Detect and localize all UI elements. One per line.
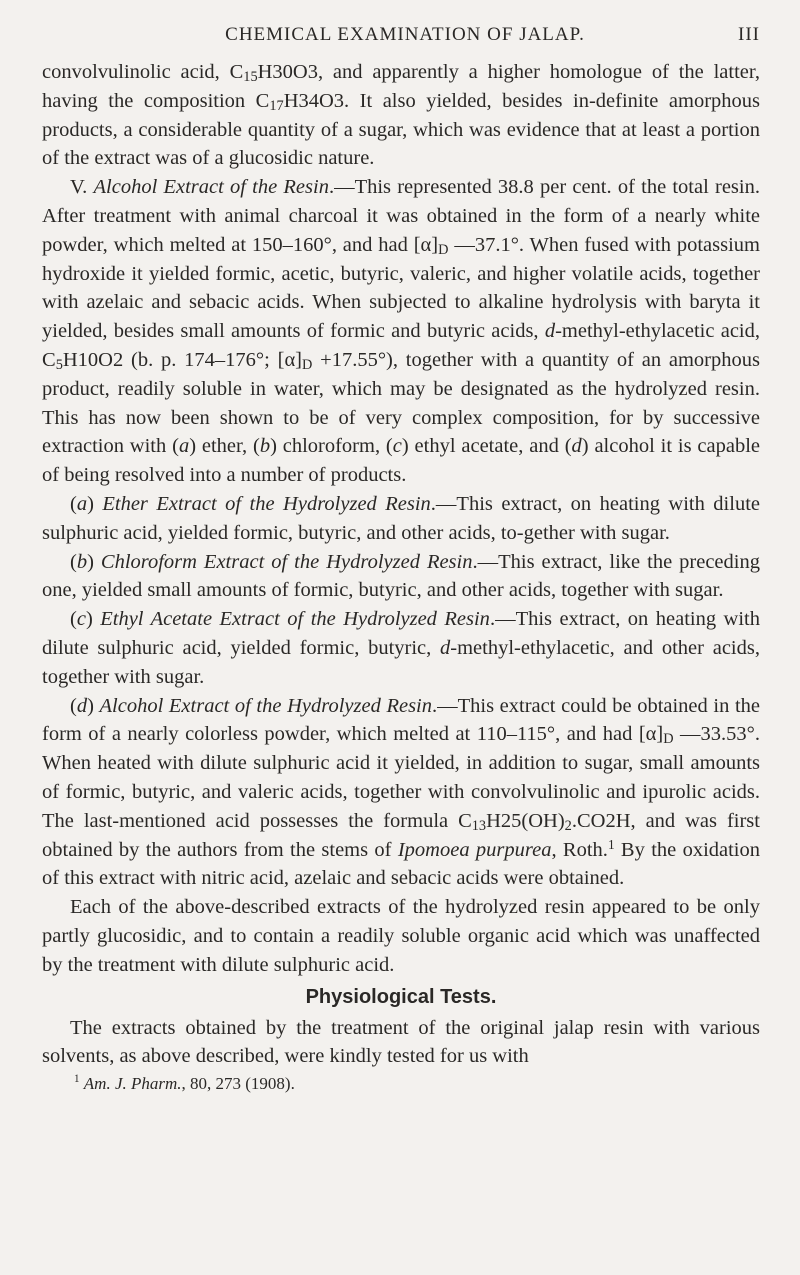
page-number: III — [738, 24, 760, 45]
running-title: CHEMICAL EXAMINATION OF JALAP. — [225, 24, 585, 45]
paragraph-2: V. Alcohol Extract of the Resin.—This represented 38.8 per cent. of the total resin. After treatment with animal charcoal it was obtained in the form of a nearly white powder, which melted at 150–160°, and had $[\alpha]_D$ —37.1°. When fused with potassium hydroxide it yielded formic, acetic, butyric, valeric, and higher volatile acids, together with azelaic and sebacic acids. When subjected to alkaline hydrolysis with baryta it yielded, besides small amounts of formic and butyric acids, d-methyl-ethylacetic acid, $C_5H10O2$ (b. p. 174–176°; $[\alpha]_D +17.55^\circ$), together with a quantity of an amorphous product, readily soluble in water, which may be designated as the hydrolyzed resin. This has now been shown to be of very complex composition, for by successive extraction with (a) ether, (b) chloroform, (c) ethyl acetate, and (d) alcohol it is capable of being resolved into a number of products. — [42, 176, 761, 487]
body-text — [42, 58, 760, 1071]
footnote: $^1$ Am. J. Pharm., 80, 273 (1908). — [74, 1073, 295, 1094]
paragraph-6: (d) Alcohol Extract of the Hydrolyzed Resin.—This extract could be obtained in the form of a nearly colorless powder, which melted at 110–115°, and had $[\alpha]_D$ —33.53°. When heated with dilute sulphuric acid it yielded, in addition to sugar, small amounts of formic, butyric, and valeric acids, together with convolvulinolic and ipurolic acids. The last-mentioned acid possesses the formula $C_{13}H25(OH)_2.CO2H$, and was first obtained by the authors from the stems of Ipomoea purpurea, Roth.$^1$ By the oxidation of this extract with nitric acid, azelaic and sebacic acids were obtained. — [42, 694, 761, 890]
running-head — [42, 22, 760, 48]
paragraph-7: Each of the above-described extracts of the hydrolyzed resin appeared to be only partly glucosidic, and to contain a readily soluble organic acid which was unaffected by the treatment with dilute sulphuric acid. — [42, 896, 760, 976]
paragraph-1: convolvulinolic acid, $C_{15}H30O3$, and apparently a higher homologue of the latter, having the composition $C_{17}H34O3$. It also yielded, besides in-definite amorphous products, a considerable quantity of a sugar, which was evidence that at least a portion of the extract was of a glucosidic nature. — [42, 61, 761, 170]
section-heading: Physiological Tests. — [305, 985, 497, 1008]
paragraph-5: (c) Ethyl Acetate Extract of the Hydrolyzed Resin.—This extract, on heating with dilute sulphuric acid, yielded formic, butyric, d-methyl-ethylacetic, and other acids, together with sugar. — [42, 608, 761, 688]
paragraph-3: (a) Ether Extract of the Hydrolyzed Resin.—This extract, on heating with dilute sulphuric acid, yielded formic, butyric, and other acids, to-gether with sugar. — [42, 492, 760, 544]
paragraph-4: (b) Chloroform Extract of the Hydrolyzed Resin.—This extract, like the preceding one, yielded small amounts of formic, butyric, and other acids, together with sugar. — [42, 550, 760, 602]
closing-paragraph: The extracts obtained by the treatment of the original jalap resin with various solvents, as above described, were kindly tested for us with — [42, 1016, 760, 1068]
